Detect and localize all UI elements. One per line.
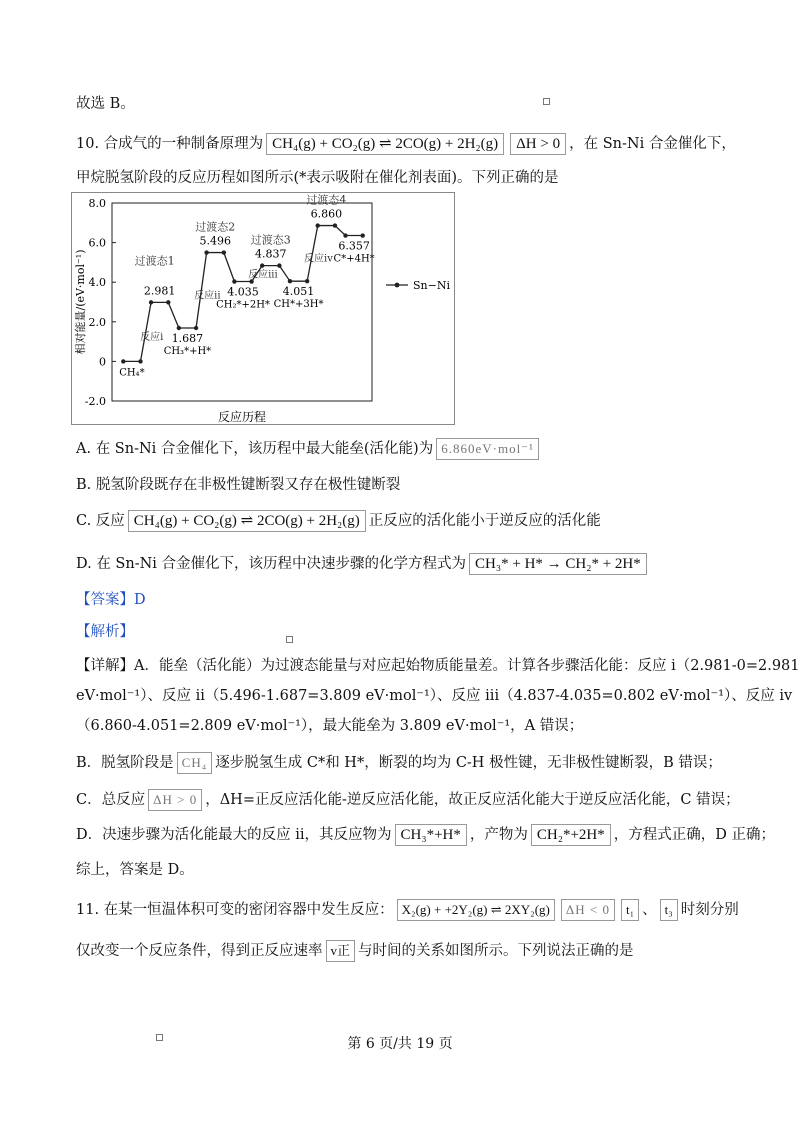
option-c-text: C. 反应 xyxy=(76,513,125,529)
option-d-text: D. 在 Sn-Ni 合金催化下，该历程中决速步骤的化学方程式为 xyxy=(76,556,467,572)
transition-state-label: 过渡态2 xyxy=(195,220,236,234)
option-c-equation: CH₄(g) + CO₂(g) ⇌ 2CO(g) + 2H₂(g) xyxy=(128,510,366,532)
q10-suffix: ，在 Sn-Ni 合金催化下， xyxy=(569,136,736,152)
detail-c-suffix: ，ΔH=正反应活化能-逆反应活化能，故正反应活化能大于逆反应活化能，C 错误； xyxy=(205,792,740,808)
data-label: 1.687 xyxy=(171,331,204,345)
q10-option-b: B. 脱氢阶段既存在非极性键断裂又存在极性键断裂 xyxy=(76,477,401,493)
analysis-label: 【解析】 xyxy=(76,624,134,640)
q11-suffix: 时刻分别 xyxy=(680,902,739,918)
species-label: CH₃*+H* xyxy=(163,345,212,357)
detail-d-box1: CH₃*+H* xyxy=(395,824,467,846)
option-a-value: 6.860eV·mol⁻¹ xyxy=(436,438,539,460)
detail-b-suffix: 逐步脱氢生成 C*和 H*，断裂的均为 C-H 极性键，无非极性键断裂，B 错误； xyxy=(215,755,722,771)
q11-sep: 、 xyxy=(642,902,657,918)
option-c-suffix: 正反应的活化能小于逆反应的活化能 xyxy=(368,513,601,529)
q11-enthalpy: ΔH < 0 xyxy=(561,899,615,921)
y-tick-label: -2.0 xyxy=(84,395,106,408)
option-a-text: A. 在 Sn-Ni 合金催化下，该历程中最大能垒(活化能)为 xyxy=(76,441,434,457)
legend-label: Sn−Ni xyxy=(413,279,450,292)
q11-prefix: 11. 在某一恒温体积可变的密闭容器中发生反应： xyxy=(76,902,394,918)
y-tick-label: 2.0 xyxy=(88,315,106,329)
answer-label: 【答案】D xyxy=(76,592,146,608)
q10-option-d xyxy=(76,553,650,575)
data-label: 6.860 xyxy=(310,207,343,221)
detail-d-mid: ，产物为 xyxy=(469,827,528,843)
detail-b xyxy=(76,752,722,774)
data-label: 4.035 xyxy=(227,285,259,299)
q11-t3: t₃ xyxy=(660,899,678,921)
energy-profile-chart xyxy=(71,192,455,425)
data-label: 5.496 xyxy=(199,234,231,248)
transition-state-label: 过渡态4 xyxy=(306,193,347,207)
detail-line-3: （6.860-4.051=2.809 eV·mol⁻¹），最大能垒为 3.809 eV·mol⁻¹，A 错误； xyxy=(76,718,584,734)
detail-d-prefix: D．决速步骤为活化能最大的反应 ii，其反应物为 xyxy=(76,827,392,843)
q11-line2-suffix: 与时间的关系如图所示。下列说法正确的是 xyxy=(358,943,634,959)
y-tick-label: 6.0 xyxy=(88,236,106,250)
data-label: 4.051 xyxy=(282,285,315,299)
y-tick-label: 8.0 xyxy=(88,197,106,210)
q11-line1 xyxy=(76,899,739,921)
energy-connector xyxy=(279,266,290,282)
detail-d-box2: CH₂*+2H* xyxy=(531,824,611,846)
data-label: 6.357 xyxy=(338,239,370,253)
q10-prefix: 10. 合成气的一种制备原理为 xyxy=(76,136,264,152)
energy-connector xyxy=(335,226,346,236)
q11-velocity-box: v正 xyxy=(326,940,356,962)
marker-box xyxy=(286,636,293,643)
q10-enthalpy: ΔH > 0 xyxy=(510,133,566,155)
detail-d-suffix: ，方程式正确，D 正确； xyxy=(613,827,775,843)
x-axis-label: 反应历程 xyxy=(217,410,267,424)
data-label: 4.837 xyxy=(255,247,287,261)
transition-state-label: 过渡态3 xyxy=(250,233,291,247)
q10-equation: CH₄(g) + CO₂(g) ⇌ 2CO(g) + 2H₂(g) xyxy=(266,133,504,155)
reaction-label: 反应ii xyxy=(194,290,221,302)
detail-d xyxy=(76,824,775,846)
reaction-label: 反应i xyxy=(140,331,164,343)
marker-box xyxy=(543,98,550,105)
q11-t1: t₁ xyxy=(621,899,639,921)
detail-line-1: 【详解】A．能垒（活化能）为过渡态能量与对应起始物质能量差。计算各步骤活化能：反应 i（2.981-0=2.981 xyxy=(76,658,800,674)
energy-connector xyxy=(168,302,179,328)
y-axis-label: 相对能量/(eV·mol⁻¹) xyxy=(74,249,87,355)
transition-state-label: 过渡态1 xyxy=(134,254,175,268)
reaction-label: 反应iv xyxy=(304,253,333,265)
q10-option-a xyxy=(76,438,542,460)
reaction-label: 反应iii xyxy=(248,269,278,281)
detail-c-prefix: C．总反应 xyxy=(76,792,146,808)
page-footer: 第 6 页/共 19 页 xyxy=(347,1036,453,1052)
q11-line2 xyxy=(76,940,634,962)
q10-line2: 甲烷脱氢阶段的反应历程如图所示(*表示吸附在催化剂表面)。下列正确的是 xyxy=(76,170,559,186)
y-tick-label: 4.0 xyxy=(88,276,106,290)
data-point xyxy=(121,359,125,363)
species-label: CH*+3H* xyxy=(273,299,324,311)
detail-line-2: eV·mol⁻¹）、反应 ii（5.496-1.687=3.809 eV·mol⁻¹）、反应 iii（4.837-4.035=0.802 eV·mol⁻¹）、反应 iv xyxy=(76,688,793,704)
detail-b-box: CH₄ xyxy=(177,752,213,774)
data-label: 2.981 xyxy=(143,284,176,298)
legend-marker xyxy=(395,283,400,288)
species-label: CH₄* xyxy=(119,367,145,379)
energy-chart-svg xyxy=(72,193,454,424)
q11-equation: X₂(g) + +2Y₂(g) ⇌ 2XY₂(g) xyxy=(397,899,555,921)
summary-line: 综上，答案是 D。 xyxy=(76,862,194,878)
option-d-equation: CH₃* + H* → CH₂* + 2H* xyxy=(469,553,647,575)
y-tick-label: 0 xyxy=(99,355,106,369)
detail-c xyxy=(76,789,740,811)
data-point xyxy=(361,233,365,237)
detail-c-box: ΔH > 0 xyxy=(148,789,202,811)
q10-line1 xyxy=(76,133,736,155)
previous-answer-line: 故选 B。 xyxy=(76,96,135,112)
q10-option-c xyxy=(76,510,601,532)
species-label: CH₂*+2H* xyxy=(216,299,270,311)
detail-b-prefix: B．脱氢阶段是 xyxy=(76,755,174,771)
energy-connector xyxy=(224,253,235,282)
q11-line2-prefix: 仅改变一个反应条件，得到正反应速率 xyxy=(76,943,323,959)
species-label: C*+4H* xyxy=(333,253,375,265)
